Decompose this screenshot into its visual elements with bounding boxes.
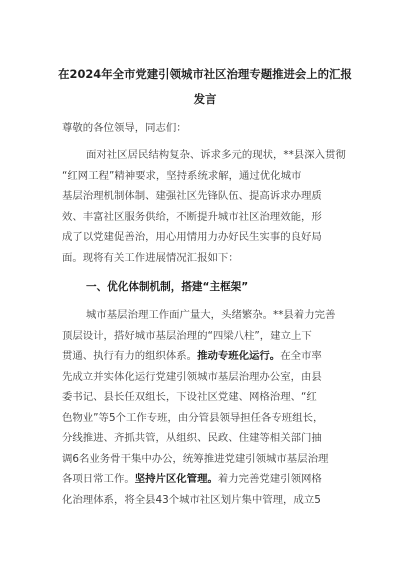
- section-1-line-1: 城市基层治理工作面广量大，头绪繁杂。**县着力完善: [86, 309, 336, 321]
- intro-line-1: 面对社区居民结构复杂、诉求多元的现状，**县深入贯彻: [86, 149, 346, 161]
- section-1-line-6: 色物业”等5个工作专班，由分管县领导担任各专班组长，: [62, 412, 324, 424]
- intro-line-3: 基层治理机制体制、建强社区先锋队伍、提高诉求办理质: [62, 190, 322, 202]
- section-1-line-10: 化治理体系，将全县43个城市社区划片集中管理，成立5: [62, 494, 321, 506]
- section-1-line-3-tail: 在全市率: [280, 350, 322, 362]
- intro-line-4: 效、丰富社区服务供给，不断提升城市社区治理效能，形: [62, 211, 322, 223]
- section-1-line-3-text: 贯通、执行有力的组织体系。: [62, 350, 198, 362]
- section-1-line-9-tail: 着力完善党建引领网格: [217, 473, 322, 485]
- section-1-heading: 一、优化体制机制，搭建“主框架”: [86, 281, 249, 293]
- section-1-line-7: 分线推进、齐抓共管，从组织、民政、住建等相关部门抽: [62, 432, 322, 444]
- intro-line-2: “红网工程”精神要求，坚持系统求解，通过优化城市: [62, 170, 302, 182]
- section-1-line-5: 委书记、县长任双组长，下设社区党建、网格治理、“红: [62, 391, 317, 403]
- salutation: 尊敬的各位领导，同志们：: [62, 122, 187, 134]
- intro-line-6: 面。现将有关工作进展情况汇报如下：: [62, 252, 239, 264]
- section-1-line-8: 调6名业务骨干集中办公，统筹推进党建引领城市基层治理: [62, 453, 329, 465]
- document-title-line-2: 发言: [193, 92, 217, 106]
- section-1-line-9: [62, 472, 354, 486]
- section-1-subheading-district-management: 坚持片区化管理。: [134, 473, 218, 485]
- section-1-line-9-text: 各项日常工作。: [62, 473, 135, 485]
- section-1-line-2: 顶层设计，搭好城市基层治理的“四梁八柱”，建立上下: [62, 330, 312, 342]
- section-1-subheading-specialized-teams: 推动专班化运行。: [197, 350, 281, 362]
- section-1-line-3: [62, 349, 354, 363]
- intro-line-5: 成了以党建促善治，用心用情用力办好民生实事的良好局: [62, 231, 322, 243]
- section-1-line-4: 先成立并实体化运行党建引领城市基层治理办公室，由县: [62, 371, 322, 383]
- document-title-line-1: 在2024年全市党建引领城市社区治理专题推进会上的汇报: [58, 67, 352, 81]
